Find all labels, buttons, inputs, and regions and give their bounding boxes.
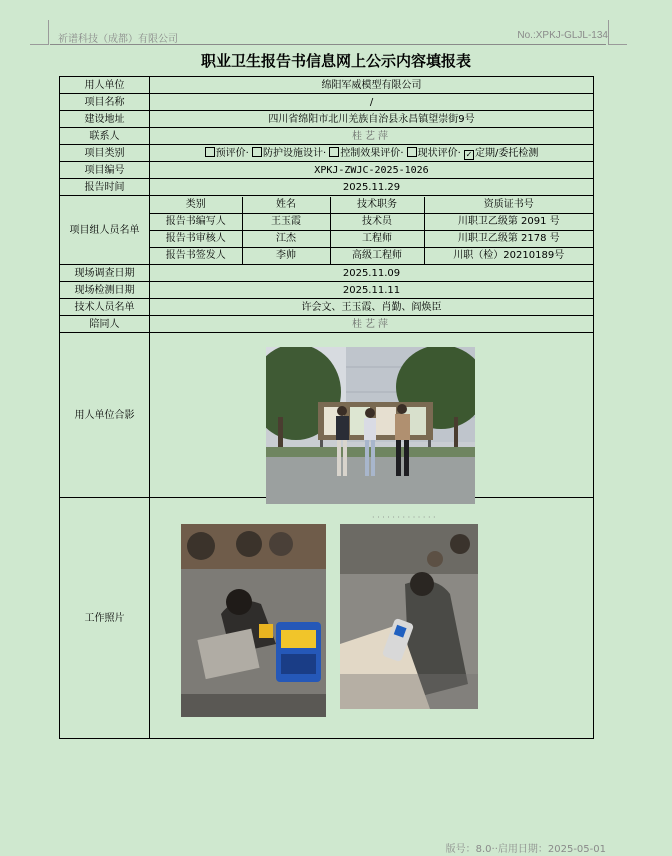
team-header: 类别 xyxy=(150,197,242,214)
option-control-evaluation[interactable] xyxy=(329,148,400,159)
row-survey-date xyxy=(60,265,594,282)
group-photo-image xyxy=(266,347,475,504)
label-employer: 用人单位 xyxy=(60,77,150,94)
row-report-time xyxy=(60,179,594,196)
value-report-time[interactable]: 2025.11.29 xyxy=(150,179,594,196)
label-category: 项目类别 xyxy=(60,145,150,162)
crop-mark xyxy=(30,20,49,45)
row-test-date xyxy=(60,282,594,299)
value-contact[interactable]: 桂艺萍 xyxy=(150,128,594,145)
group-photo-svg xyxy=(266,347,475,504)
team-cert[interactable]: 川职卫乙级第 2091 号 xyxy=(424,213,593,230)
team-cert[interactable]: 川职卫乙级第 2178 号 xyxy=(424,230,593,247)
option-pre-evaluation[interactable] xyxy=(205,148,246,159)
team-row xyxy=(150,247,593,264)
label-work-photos: 工作照片 xyxy=(60,498,150,739)
row-escort xyxy=(60,316,594,333)
row-project-no xyxy=(60,162,594,179)
value-test-date[interactable]: 2025.11.11 xyxy=(150,282,594,299)
label-address: 建设地址 xyxy=(60,111,150,128)
work-photo-image xyxy=(181,524,326,717)
row-address xyxy=(60,111,594,128)
option-label: 防护设施设计 xyxy=(262,147,323,159)
value-escort[interactable]: 桂艺萍 xyxy=(150,316,594,333)
team-name[interactable]: 李帅 xyxy=(242,247,330,264)
checkbox-icon[interactable] xyxy=(407,147,417,157)
row-team xyxy=(60,196,594,265)
label-escort: 陪同人 xyxy=(60,316,150,333)
checked-checkbox-icon[interactable]: ✓ xyxy=(465,149,473,159)
team-table xyxy=(150,197,593,264)
header-doc-number: No.:XPKJ-GLJL-134 xyxy=(517,30,608,41)
label-group-photo: 用人单位合影 xyxy=(60,333,150,498)
value-survey-date[interactable]: 2025.11.09 xyxy=(150,265,594,282)
label-report-time: 报告时间 xyxy=(60,179,150,196)
value-tech-staff[interactable]: 许会文、王玉霞、肖勤、阎焕臣 xyxy=(150,299,594,316)
footer-version: 版号：8.0··启用日期：2025-05-01 xyxy=(445,844,606,855)
team-title[interactable]: 高级工程师 xyxy=(330,247,424,264)
option-periodic-testing[interactable] xyxy=(464,148,538,159)
page-title: 职业卫生报告书信息网上公示内容填报表 xyxy=(200,52,471,70)
work-photo-2-svg xyxy=(340,524,478,709)
option-label: 定期/委托检测 xyxy=(475,147,539,159)
row-employer xyxy=(60,77,594,94)
team-cert[interactable]: 川职（检）20210189号 xyxy=(424,247,593,264)
value-project-name[interactable]: / xyxy=(150,94,594,111)
row-contact xyxy=(60,128,594,145)
option-label: 现状评价 xyxy=(417,147,458,159)
checkbox-icon[interactable] xyxy=(329,147,339,157)
checkbox-icon[interactable] xyxy=(252,147,262,157)
value-employer[interactable]: 绵阳军威模型有限公司 xyxy=(150,77,594,94)
row-work-photos xyxy=(60,498,594,739)
work-photo-image xyxy=(340,524,478,709)
row-category xyxy=(60,145,594,162)
label-test-date: 现场检测日期 xyxy=(60,282,150,299)
header-company: 祈谱科技（成都）有限公司 xyxy=(58,34,178,45)
option-protection-design[interactable] xyxy=(252,148,323,159)
label-tech-staff: 技术人员名单 xyxy=(60,299,150,316)
team-cell xyxy=(150,196,594,265)
option-status-evaluation[interactable] xyxy=(407,148,458,159)
team-header-row xyxy=(150,197,593,214)
team-name[interactable]: 王玉霞 xyxy=(242,213,330,230)
work-photo-1-svg xyxy=(181,524,326,717)
label-project-name: 项目名称 xyxy=(60,94,150,111)
team-row xyxy=(150,230,593,247)
team-title[interactable]: 工程师 xyxy=(330,230,424,247)
team-header: 资质证书号 xyxy=(424,197,593,214)
option-label: 控制效果评价 xyxy=(340,147,401,159)
label-contact: 联系人 xyxy=(60,128,150,145)
checkbox-icon[interactable] xyxy=(205,147,215,157)
team-role: 报告书编写人 xyxy=(150,213,242,230)
team-title[interactable]: 技术员 xyxy=(330,213,424,230)
value-address[interactable]: 四川省绵阳市北川羌族自治县永昌镇望崇街9号 xyxy=(150,111,594,128)
header-rule xyxy=(50,44,606,45)
row-tech-staff xyxy=(60,299,594,316)
label-survey-date: 现场调查日期 xyxy=(60,265,150,282)
category-options: 预评价· 防护设施设计· 控制效果评价· 现状评价· ✓ 定期/委托检测 xyxy=(150,145,594,162)
row-project-name xyxy=(60,94,594,111)
team-role: 报告书审核人 xyxy=(150,230,242,247)
team-header: 技术职务 xyxy=(330,197,424,214)
label-team: 项目组人员名单 xyxy=(60,196,150,265)
option-label: 预评价 xyxy=(215,147,246,159)
team-header: 姓名 xyxy=(242,197,330,214)
label-project-no: 项目编号 xyxy=(60,162,150,179)
value-project-no[interactable]: XPKJ-ZWJC-2025-1026 xyxy=(150,162,594,179)
team-row xyxy=(150,213,593,230)
crop-mark xyxy=(608,20,627,45)
team-name[interactable]: 江杰 xyxy=(242,230,330,247)
team-role: 报告书签发人 xyxy=(150,247,242,264)
dotted-mark: · · · · · · · · · · · · · xyxy=(372,513,436,522)
